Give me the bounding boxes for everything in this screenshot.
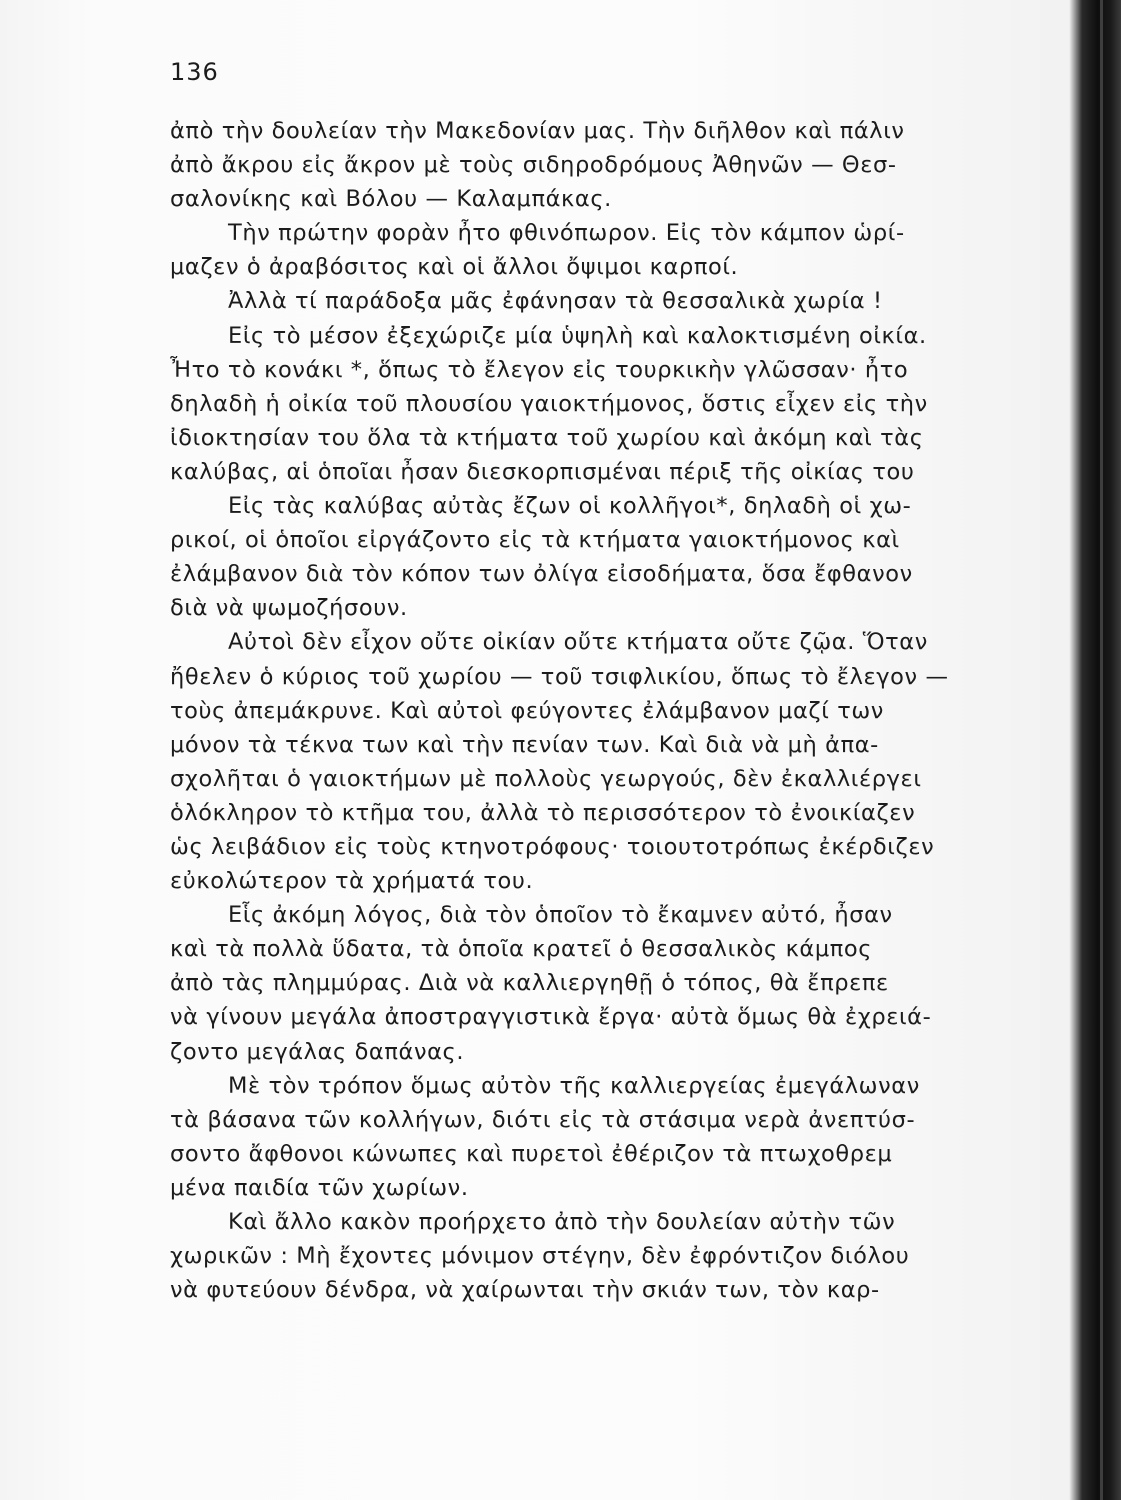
text-line: μόνον τὰ τέκνα των καὶ τὴν πενίαν των. Καὶ διὰ νὰ μὴ ἀπα- — [170, 731, 879, 758]
text-line: Αὐτοὶ δὲν εἶχον οὔτε οἰκίαν οὔτε κτήματα οὔτε ζῷα. Ὅταν — [228, 629, 928, 656]
text-line: Ἀλλὰ τί παράδοξα μᾶς ἐφάνησαν τὰ θεσσαλικὰ χωρία ! — [228, 288, 883, 315]
text-line: Καὶ ἄλλο κακὸν προήρχετο ἀπὸ τὴν δουλείαν αὐτὴν τῶν — [228, 1209, 896, 1235]
text-line: ἀπὸ τὴν δουλείαν τὴν Μακεδονίαν μας. Τὴν διῆλθον καὶ πάλιν — [170, 118, 905, 144]
body-text — [170, 114, 1030, 1307]
text-line: εὐκολώτερον τὰ χρήματά του. — [170, 868, 534, 895]
text-line: χωρικῶν : Μὴ ἔχοντες μόνιμον στέγην, δὲν ἐφρόντιζον διόλου — [170, 1243, 910, 1270]
text-line: μένα παιδία τῶν χωρίων. — [170, 1174, 469, 1201]
text-line: ἐλάμβανον διὰ τὸν κόπον των ὀλίγα εἰσοδήματα, ὅσα ἔφθανον — [170, 561, 913, 588]
book-spine-shadow — [1069, 0, 1121, 1500]
text-line: Ἦτο τὸ κονάκι *, ὅπως τὸ ἔλεγον εἰς τουρκικὴν γλῶσσαν· ἦτο — [170, 356, 909, 383]
text-line: νὰ γίνουν μεγάλα ἀποστραγγιστικὰ ἔργα· αὐτὰ ὅμως θὰ ἐχρειά- — [170, 1004, 932, 1031]
text-line: ἀπὸ ἄκρου εἰς ἄκρον μὲ τοὺς σιδηροδρόμους Ἀθηνῶν — Θεσ- — [170, 152, 897, 179]
text-line: ρικοί, οἱ ὁποῖοι εἰργάζοντο εἰς τὰ κτήματα γαιοκτήμονος καὶ — [170, 527, 900, 554]
text-line: διὰ νὰ ψωμοζήσουν. — [170, 595, 408, 622]
text-line: τοὺς ἀπεμάκρυνε. Καὶ αὐτοὶ φεύγοντες ἐλάμβανον μαζί των — [170, 697, 884, 724]
text-line: ὁλόκληρον τὸ κτῆμα του, ἀλλὰ τὸ περισσότερον τὸ ἐνοικίαζεν — [170, 799, 916, 826]
text-line: ἤθελεν ὁ κύριος τοῦ χωρίου — τοῦ τσιφλικίου, ὅπως τὸ ἔλεγον — — [170, 663, 949, 690]
text-line: ὡς λειβάδιον εἰς τοὺς κτηνοτρόφους· τοιουτοτρόπως ἐκέρδιζεν — [170, 833, 935, 860]
text-line: καλύβας, αἱ ὁποῖαι ἦσαν διεσκορπισμέναι πέριξ τῆς οἰκίας του — [170, 458, 915, 485]
text-line: ἰδιοκτησίαν του ὅλα τὰ κτήματα τοῦ χωρίου καὶ ἀκόμη καὶ τὰς — [170, 424, 924, 451]
text-line: Εἷς ἀκόμη λόγος, διὰ τὸν ὁποῖον τὸ ἔκαμνεν αὐτό, ἦσαν — [228, 902, 893, 929]
text-line: τὰ βάσανα τῶν κολλήγων, διότι εἰς τὰ στάσιμα νερὰ ἀνεπτύσ- — [170, 1106, 916, 1133]
text-line: δηλαδὴ ἡ οἰκία τοῦ πλουσίου γαιοκτήμονος, ὅστις εἶχεν εἰς τὴν — [170, 390, 928, 417]
text-line: Τὴν πρώτην φορὰν ἦτο φθινόπωρον. Εἰς τὸν κάμπον ὡρί- — [228, 220, 905, 247]
text-line: καὶ τὰ πολλὰ ὕδατα, τὰ ὁποῖα κρατεῖ ὁ θεσσαλικὸς κάμπος — [170, 936, 873, 963]
text-line: Εἰς τὰς καλύβας αὐτὰς ἔζων οἱ κολλῆγοι*, δηλαδὴ οἱ χω- — [228, 493, 912, 520]
text-line: σοντο ἄφθονοι κώνωπες καὶ πυρετοὶ ἐθέριζον τὰ πτωχοθρεμ — [170, 1140, 893, 1167]
text-line: ἀπὸ τὰς πλημμύρας. Διὰ νὰ καλλιεργηθῇ ὁ τόπος, θὰ ἔπρεπε — [170, 970, 889, 997]
book-spine-highlight — [1100, 0, 1103, 1500]
text-line: Εἰς τὸ μέσον ἐξεχώριζε μία ὑψηλὴ καὶ καλοκτισμένη οἰκία. — [228, 322, 927, 349]
text-line: Μὲ τὸν τρόπον ὅμως αὐτὸν τῆς καλλιεργείας ἐμεγάλωναν — [228, 1072, 920, 1099]
text-line: ζοντο μεγάλας δαπάνας. — [170, 1038, 465, 1065]
text-line: σχολῆται ὁ γαιοκτήμων μὲ πολλοὺς γεωργούς, δὲν ἐκαλλιέργει — [170, 765, 922, 792]
text-line: σαλονίκης καὶ Βόλου — Καλαμπάκας. — [170, 186, 612, 213]
text-line: μαζεν ὁ ἀραβόσιτος καὶ οἱ ἄλλοι ὄψιμοι καρποί. — [170, 254, 739, 281]
text-line: νὰ φυτεύουν δένδρα, νὰ χαίρωνται τὴν σκιάν των, τὸν καρ- — [170, 1277, 880, 1304]
page-number: 136 — [170, 58, 219, 86]
